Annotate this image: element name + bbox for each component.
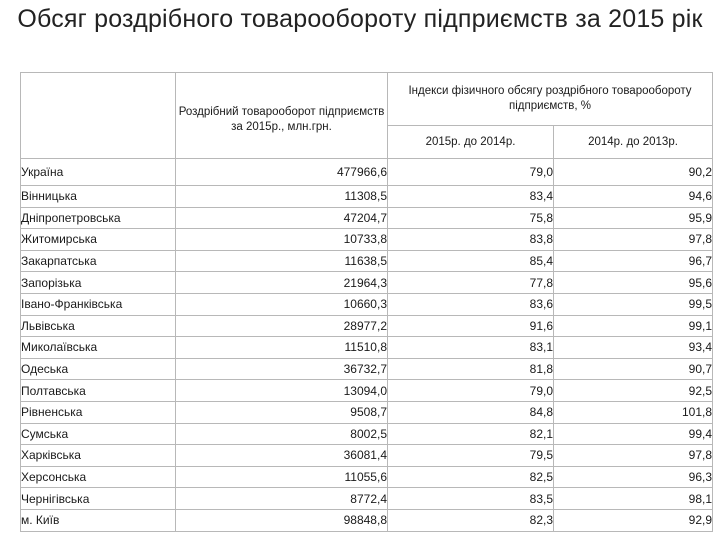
sales-cell: 36732,7: [176, 358, 388, 380]
index-2014-cell: 97,8: [554, 229, 713, 251]
sales-cell: 13094,0: [176, 380, 388, 402]
region-cell: Житомирська: [21, 229, 176, 251]
region-cell: Одеська: [21, 358, 176, 380]
region-cell: Чернігівська: [21, 488, 176, 510]
sales-cell: 47204,7: [176, 207, 388, 229]
index-2015-cell: 77,8: [388, 272, 554, 294]
index-2015-cell: 83,8: [388, 229, 554, 251]
table-row: [21, 358, 713, 380]
table-row: [21, 488, 713, 510]
index-2014-cell: 97,8: [554, 445, 713, 467]
index-2015-cell: 75,8: [388, 207, 554, 229]
sales-cell: 8772,4: [176, 488, 388, 510]
region-cell: Івано-Франківська: [21, 293, 176, 315]
region-cell: Львівська: [21, 315, 176, 337]
index-2014-cell: 96,7: [554, 250, 713, 272]
index-2015-cell: 82,3: [388, 509, 554, 531]
table-row: [21, 293, 713, 315]
index-2015-cell: 82,5: [388, 466, 554, 488]
index-2014-cell: 95,6: [554, 272, 713, 294]
retail-turnover-table: [20, 72, 713, 532]
table-row: [21, 250, 713, 272]
table-row: [21, 337, 713, 359]
header-index-2015: 2015р. до 2014р.: [388, 126, 554, 159]
index-2014-cell: 90,7: [554, 358, 713, 380]
table-row: [21, 159, 713, 186]
table-row: [21, 423, 713, 445]
index-2014-cell: 98,1: [554, 488, 713, 510]
index-2014-cell: 92,9: [554, 509, 713, 531]
header-index-2014: 2014р. до 2013р.: [554, 126, 713, 159]
index-2015-cell: 85,4: [388, 250, 554, 272]
table-row: [21, 445, 713, 467]
header-sales: [176, 73, 388, 159]
region-cell: Херсонська: [21, 466, 176, 488]
region-cell: Закарпатська: [21, 250, 176, 272]
index-2014-cell: 99,5: [554, 293, 713, 315]
index-2014-cell: 93,4: [554, 337, 713, 359]
index-2014-cell: 94,6: [554, 186, 713, 208]
index-2015-cell: 83,5: [388, 488, 554, 510]
region-cell: Миколаївська: [21, 337, 176, 359]
region-cell: Полтавська: [21, 380, 176, 402]
sales-cell: 36081,4: [176, 445, 388, 467]
index-2015-cell: 83,1: [388, 337, 554, 359]
index-2015-cell: 83,6: [388, 293, 554, 315]
index-2014-cell: 92,5: [554, 380, 713, 402]
region-cell: Сумська: [21, 423, 176, 445]
sales-cell: 21964,3: [176, 272, 388, 294]
sales-cell: 11308,5: [176, 186, 388, 208]
sales-cell: 98848,8: [176, 509, 388, 531]
table-row: [21, 229, 713, 251]
sales-cell: 9508,7: [176, 401, 388, 423]
index-2015-cell: 79,5: [388, 445, 554, 467]
region-cell: Україна: [21, 159, 176, 186]
index-2015-cell: 81,8: [388, 358, 554, 380]
sales-cell: 10733,8: [176, 229, 388, 251]
header-index-group: Індекси фізичного обсягу роздрібного товарообороту підприємств, %: [388, 73, 713, 126]
table-row: [21, 315, 713, 337]
page-title: Обсяг роздрібного товарообороту підприємств за 2015 рік: [17, 5, 703, 33]
region-cell: Рівненська: [21, 401, 176, 423]
sales-cell: 11510,8: [176, 337, 388, 359]
sales-cell: 8002,5: [176, 423, 388, 445]
index-2015-cell: 91,6: [388, 315, 554, 337]
index-2014-cell: 96,3: [554, 466, 713, 488]
table-row: [21, 509, 713, 531]
index-2015-cell: 79,0: [388, 380, 554, 402]
table-row: [21, 186, 713, 208]
table-row: [21, 380, 713, 402]
table-row: [21, 207, 713, 229]
table-body: [21, 159, 713, 532]
sales-cell: 11055,6: [176, 466, 388, 488]
index-2015-cell: 82,1: [388, 423, 554, 445]
sales-cell: 11638,5: [176, 250, 388, 272]
index-2014-cell: 99,4: [554, 423, 713, 445]
header-region: [21, 73, 176, 159]
index-2014-cell: 95,9: [554, 207, 713, 229]
header-sales-label: Роздрібний товарооборот підприємств за 2015р., млн.грн.: [178, 105, 385, 133]
table-row: [21, 466, 713, 488]
table-row: [21, 401, 713, 423]
index-2015-cell: 83,4: [388, 186, 554, 208]
index-2014-cell: 101,8: [554, 401, 713, 423]
index-2014-cell: 99,1: [554, 315, 713, 337]
table-row: [21, 272, 713, 294]
index-2014-cell: 90,2: [554, 159, 713, 186]
index-2015-cell: 79,0: [388, 159, 554, 186]
region-cell: Запорізька: [21, 272, 176, 294]
sales-cell: 477966,6: [176, 159, 388, 186]
region-cell: Харківська: [21, 445, 176, 467]
sales-cell: 28977,2: [176, 315, 388, 337]
region-cell: Дніпропетровська: [21, 207, 176, 229]
region-cell: Вінницька: [21, 186, 176, 208]
index-2015-cell: 84,8: [388, 401, 554, 423]
sales-cell: 10660,3: [176, 293, 388, 315]
region-cell: м. Київ: [21, 509, 176, 531]
